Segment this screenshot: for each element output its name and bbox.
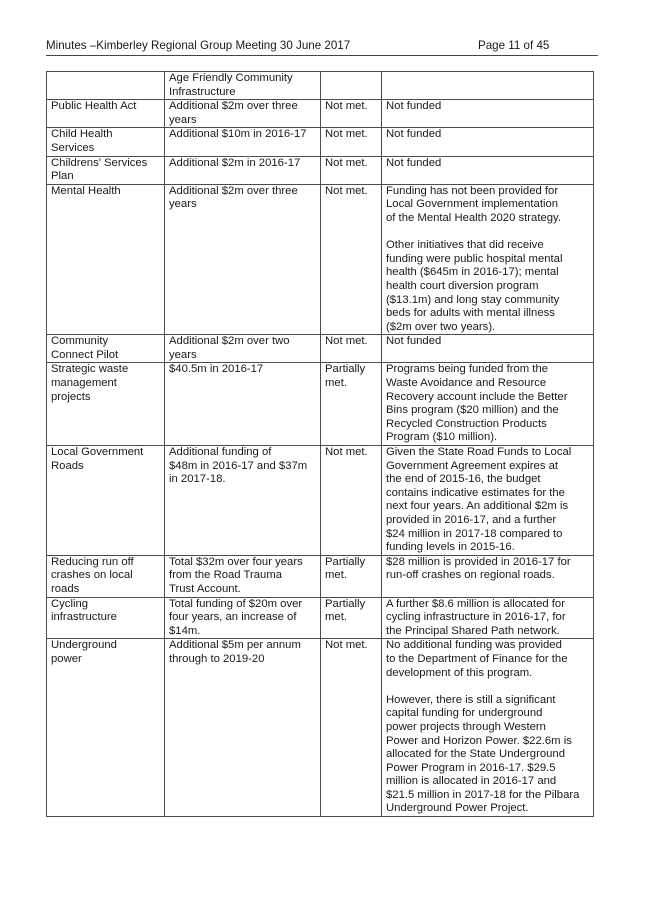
funding-table xyxy=(46,71,594,817)
status-cell-text: Not met. xyxy=(325,639,368,652)
outcome-cell xyxy=(382,363,594,446)
outcome-text: Not funded xyxy=(386,128,442,141)
item-cell-text: Local Government Roads xyxy=(51,446,144,472)
status-cell-text: Not met. xyxy=(325,156,368,169)
item-cell xyxy=(47,555,165,597)
item-cell xyxy=(47,128,165,156)
commitment-cell xyxy=(165,335,321,363)
commitment-cell xyxy=(165,184,321,335)
table-row xyxy=(47,446,594,556)
outcome-text: Funding has not been provided for Local Government implementation of the Mental Health 2020 strategy. xyxy=(386,184,561,224)
table-row xyxy=(47,72,594,100)
outcome-text: Not funded xyxy=(386,335,442,348)
status-cell xyxy=(321,335,382,363)
status-cell xyxy=(321,555,382,597)
table-row xyxy=(47,363,594,446)
commitment-cell xyxy=(165,446,321,556)
item-cell xyxy=(47,597,165,639)
status-cell xyxy=(321,446,382,556)
outcome-text: $28 million is provided in 2016-17 for run-off crashes on regional roads. xyxy=(386,555,571,582)
outcome-text: Not funded xyxy=(386,156,442,169)
table-row xyxy=(47,335,594,363)
status-cell-text: Partially met. xyxy=(325,597,366,624)
commitment-cell xyxy=(165,363,321,446)
table-row xyxy=(47,555,594,597)
commitment-cell-text: Additional funding of $48m in 2016-17 and $37m in 2017-18. xyxy=(169,446,308,486)
commitment-cell xyxy=(165,555,321,597)
status-cell-text: Partially met. xyxy=(325,363,366,390)
outcome-cell xyxy=(382,639,594,817)
commitment-cell-text: Total $32m over four years from the Road Trauma Trust Account. xyxy=(169,555,303,595)
outcome-cell xyxy=(382,156,594,184)
item-cell-text: Strategic waste management projects xyxy=(51,363,129,403)
status-cell-text: Not met. xyxy=(325,184,368,197)
outcome-text: No additional funding was provided to the Department of Finance for the development of this program. xyxy=(386,639,568,679)
outcome-cell xyxy=(382,100,594,128)
outcome-text: Not funded xyxy=(386,100,442,113)
commitment-cell xyxy=(165,72,321,100)
commitment-cell-text: Additional $2m in 2016-17 xyxy=(169,156,301,169)
outcome-cell xyxy=(382,597,594,639)
status-cell xyxy=(321,128,382,156)
outcome-cell xyxy=(382,184,594,335)
item-cell xyxy=(47,363,165,446)
table-row xyxy=(47,128,594,156)
item-cell-text: Childrens' Services Plan xyxy=(51,156,148,183)
commitment-cell-text: Additional $2m over two years xyxy=(169,335,290,361)
outcome-cell xyxy=(382,72,594,100)
outcome-cell xyxy=(382,128,594,156)
item-cell-text: Underground power xyxy=(51,639,117,665)
item-cell xyxy=(47,156,165,184)
status-cell xyxy=(321,72,382,100)
commitment-cell-text: $40.5m in 2016-17 xyxy=(169,363,264,376)
commitment-cell xyxy=(165,156,321,184)
status-cell xyxy=(321,184,382,335)
status-cell-text: Not met. xyxy=(325,128,368,141)
item-cell-text: Cycling infrastructure xyxy=(51,597,117,624)
table-row xyxy=(47,184,594,335)
outcome-text-continued: Other initiatives that did receive funding were public hospital mental health ($645m in 2016-17); mental health court diversion program ($13.1m) and long stay community beds for adults with mental illness ($2m over two years). xyxy=(386,239,563,333)
item-cell-text: Child Health Services xyxy=(51,128,113,154)
item-cell xyxy=(47,184,165,335)
item-cell xyxy=(47,446,165,556)
item-cell xyxy=(47,639,165,817)
outcome-cell xyxy=(382,555,594,597)
status-cell-text: Not met. xyxy=(325,100,368,113)
commitment-cell xyxy=(165,128,321,156)
document-title: Minutes –Kimberley Regional Group Meeting 30 June 2017 xyxy=(46,39,351,52)
status-cell-text: Not met. xyxy=(325,446,368,459)
commitment-cell-text: Additional $10m in 2016-17 xyxy=(169,128,307,141)
item-cell-text: Community Connect Pilot xyxy=(51,335,119,361)
outcome-text: Programs being funded from the Waste Avoidance and Resource Recovery account include the Better Bins program ($20 million) and the Recycled Construction Products Program ($10 million). xyxy=(386,363,568,444)
commitment-cell xyxy=(165,597,321,639)
header-rule xyxy=(46,55,598,56)
item-cell-text: Public Health Act xyxy=(51,100,137,113)
outcome-cell xyxy=(382,446,594,556)
commitment-cell-text: Additional $2m over three years xyxy=(169,184,298,211)
commitment-cell xyxy=(165,639,321,817)
status-cell xyxy=(321,363,382,446)
outcome-text: A further $8.6 million is allocated for cycling infrastructure in 2016-17, for the Principal Shared Path network. xyxy=(386,597,566,637)
table-row xyxy=(47,597,594,639)
table-row xyxy=(47,639,594,817)
commitment-cell-text: Additional $5m per annum through to 2019-20 xyxy=(169,639,301,665)
outcome-text: Given the State Road Funds to Local Government Agreement expires at the end of 2015-16, the budget contains indicative estimates for the next four years. An additional $2m is provided in 2016-17, and a further $24 million in 2017-18 compared to funding levels in 2015-16. xyxy=(386,446,572,554)
commitment-cell-text: Additional $2m over three years xyxy=(169,100,298,126)
commitment-cell-text: Age Friendly Community Infrastructure xyxy=(169,72,293,98)
outcome-text-continued: However, there is still a significant capital funding for underground power projects through Western Power and Horizon Power. $22.6m is allocated for the State Underground Power Program in 2016-17. $29.5 million is allocated in 2016-17 and $21.5 million in 2017-18 for the Pilbara Underground Power Project. xyxy=(386,693,580,815)
item-cell-text: Reducing run off crashes on local roads xyxy=(51,555,134,595)
outcome-cell xyxy=(382,335,594,363)
table-row xyxy=(47,156,594,184)
table-row xyxy=(47,100,594,128)
status-cell-text: Partially met. xyxy=(325,555,366,582)
item-cell xyxy=(47,335,165,363)
item-cell xyxy=(47,72,165,100)
status-cell xyxy=(321,156,382,184)
status-cell xyxy=(321,100,382,128)
commitment-cell-text: Total funding of $20m over four years, an increase of $14m. xyxy=(169,597,303,637)
item-cell xyxy=(47,100,165,128)
status-cell xyxy=(321,639,382,817)
item-cell-text: Mental Health xyxy=(51,184,121,197)
status-cell xyxy=(321,597,382,639)
status-cell-text: Not met. xyxy=(325,335,368,348)
commitment-cell xyxy=(165,100,321,128)
page-number: Page 11 of 45 xyxy=(478,39,550,52)
